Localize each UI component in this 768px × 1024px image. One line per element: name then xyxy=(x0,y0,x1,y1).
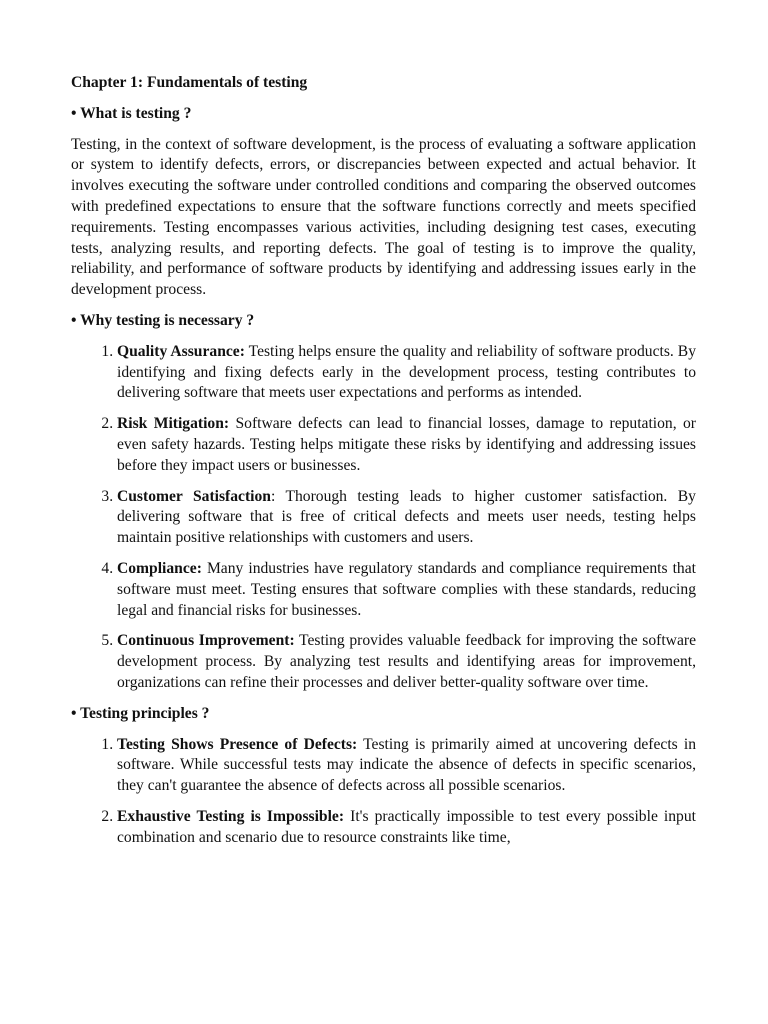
list-item xyxy=(117,414,696,476)
list-item-term: Testing Shows Presence of Defects: xyxy=(117,735,358,753)
list-item xyxy=(117,342,696,404)
testing-principles-list xyxy=(71,735,696,849)
list-item xyxy=(117,487,696,549)
what-is-testing-paragraph: Testing, in the context of software development, is the process of evaluating a software application or system to identify defects, errors, or discrepancies between expected and actual behavior. It involves executing the software under controlled conditions and comparing the observed outcomes with predefined expectations to ensure that the software functions correctly and meets specified requirements. Testing encompasses various activities, including designing test cases, executing tests, analyzing results, and reporting defects. The goal of testing is to improve the quality, reliability, and performance of software products by identifying and addressing issues early in the development process. xyxy=(71,135,696,299)
list-item-text: Many industries have regulatory standards and compliance requirements that software must meet. Testing ensures that software complies with these standards, reducing legal and financial risks for businesses. xyxy=(117,559,696,619)
section-heading-why-testing: • Why testing is necessary ? xyxy=(71,311,255,329)
list-item-text: Testing provides valuable feedback for improving the software development process. By analyzing test results and identifying areas for improvement, organizations can refine their processes and deliver better-quality software over time. xyxy=(117,632,696,691)
section-heading-what-is-testing: • What is testing ? xyxy=(71,104,192,122)
list-item-term: Quality Assurance: xyxy=(117,342,245,360)
list-item-text: : Thorough testing leads to higher customer satisfaction. By delivering software that is free of critical defects and meets user needs, testing helps maintain positive relationships with customers and users. xyxy=(117,487,696,547)
document-page xyxy=(71,73,696,859)
list-item-term: Exhaustive Testing is Impossible: xyxy=(117,807,345,825)
list-item-term: Continuous Improvement: xyxy=(117,632,295,650)
why-testing-list xyxy=(71,342,696,694)
list-item-text: Software defects can lead to financial losses, damage to reputation, or even safety hazards. Testing helps mitigate these risks by identifying and addressing issues before they impact users or businesses. xyxy=(117,415,697,474)
list-item xyxy=(117,631,696,693)
list-item-text: Testing helps ensure the quality and reliability of software products. By identifying and fixing defects early in the development process, testing contributes to delivering software that meets user expectations and performs as intended. xyxy=(117,342,696,402)
list-item-text: Testing is primarily aimed at uncovering defects in software. While successful tests may indicate the absence of defects in specific scenarios, they can't guarantee the absence of defects across all possible scenarios. xyxy=(117,735,696,795)
section-heading-testing-principles: • Testing principles ? xyxy=(71,704,210,722)
list-item-term: Risk Mitigation: xyxy=(117,415,230,433)
list-item xyxy=(117,735,696,797)
list-item-text: It's practically impossible to test every possible input combination and scenario due to resource constraints like time, xyxy=(117,807,696,846)
list-item xyxy=(117,807,696,849)
list-item xyxy=(117,559,696,621)
list-item-term: Compliance: xyxy=(117,559,202,577)
list-item-term: Customer Satisfaction xyxy=(117,487,271,505)
chapter-title: Chapter 1: Fundamentals of testing xyxy=(71,74,308,91)
